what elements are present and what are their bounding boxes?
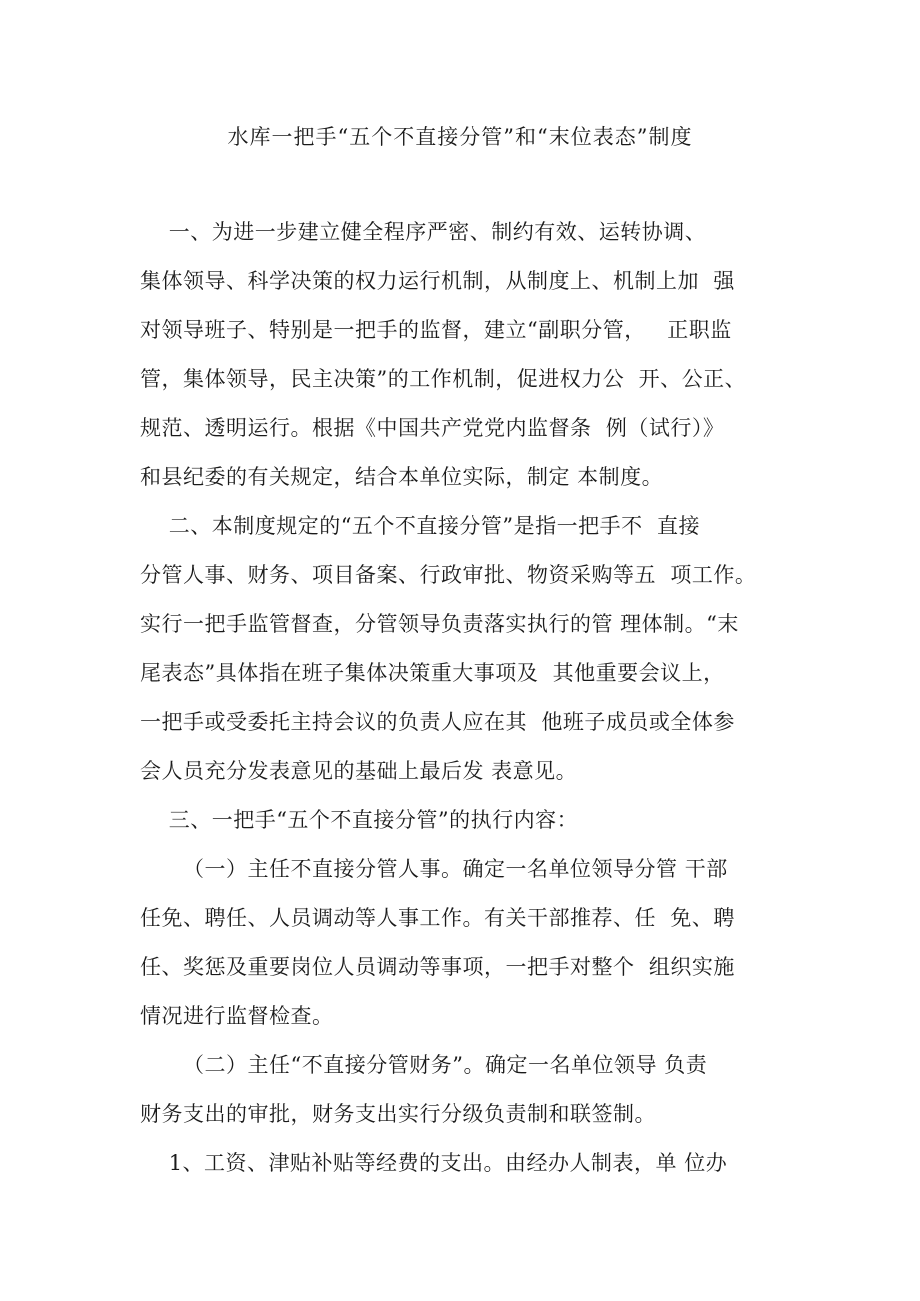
body-line: （一）主任不直接分管人事。确定一名单位领导分管 干部 bbox=[140, 857, 728, 881]
body-line: 三、一把手“五个不直接分管”的执行内容： bbox=[140, 808, 579, 832]
document-title: 水库一把手“五个不直接分管”和“末位表态”制度 bbox=[227, 125, 693, 149]
body-line: （二）主任“不直接分管财务”。确定一名单位领导 负责 bbox=[140, 1053, 708, 1077]
body-line: 规范、透明运行。根据《中国共产党党内监督条 例（试行）》 bbox=[140, 416, 725, 440]
body-line: 任、奖惩及重要岗位人员调动等事项，一把手对整个 组织实施 bbox=[140, 955, 735, 979]
body-line: 会人员充分发表意见的基础上最后发 表意见。 bbox=[140, 759, 578, 783]
body-line: 管，集体领导，民主决策”的工作机制，促进权力公 开、公正、 bbox=[140, 367, 747, 391]
body-line: 财务支出的审批，财务支出实行分级负责制和联签制。 bbox=[140, 1102, 656, 1126]
body-line: 实行一把手监管督查，分管领导负责落实执行的管 理体制。“末 bbox=[140, 612, 739, 636]
body-line: 任免、聘任、人员调动等人事工作。有关干部推荐、任 免、聘 bbox=[140, 906, 735, 930]
body-line: 情况进行监督检查。 bbox=[140, 1004, 334, 1028]
body-line: 和县纪委的有关规定，结合本单位实际，制定 本制度。 bbox=[140, 465, 664, 489]
body-line: 尾表态”具体指在班子集体决策重大事项及 其他重要会议上， bbox=[140, 661, 725, 685]
body-line: 一、为进一步建立健全程序严密、制约有效、运转协调、 bbox=[140, 220, 707, 244]
body-line: 集体领导、科学决策的权力运行机制，从制度上、机制上加 强 bbox=[140, 269, 735, 293]
body-line: 一把手或受委托主持会议的负责人应在其 他班子成员或全体参 bbox=[140, 710, 735, 734]
body-line: 对领导班子、特别是一把手的监督，建立“副职分管， 正职监 bbox=[140, 318, 732, 342]
body-line: 1、工资、津贴补贴等经费的支出。由经办人制表，单 位办 bbox=[140, 1151, 728, 1175]
body-line: 二、本制度规定的“五个不直接分管”是指一把手不 直接 bbox=[140, 514, 701, 538]
body-line: 分管人事、财务、项目备案、行政审批、物资采购等五 项工作。 bbox=[140, 563, 757, 587]
